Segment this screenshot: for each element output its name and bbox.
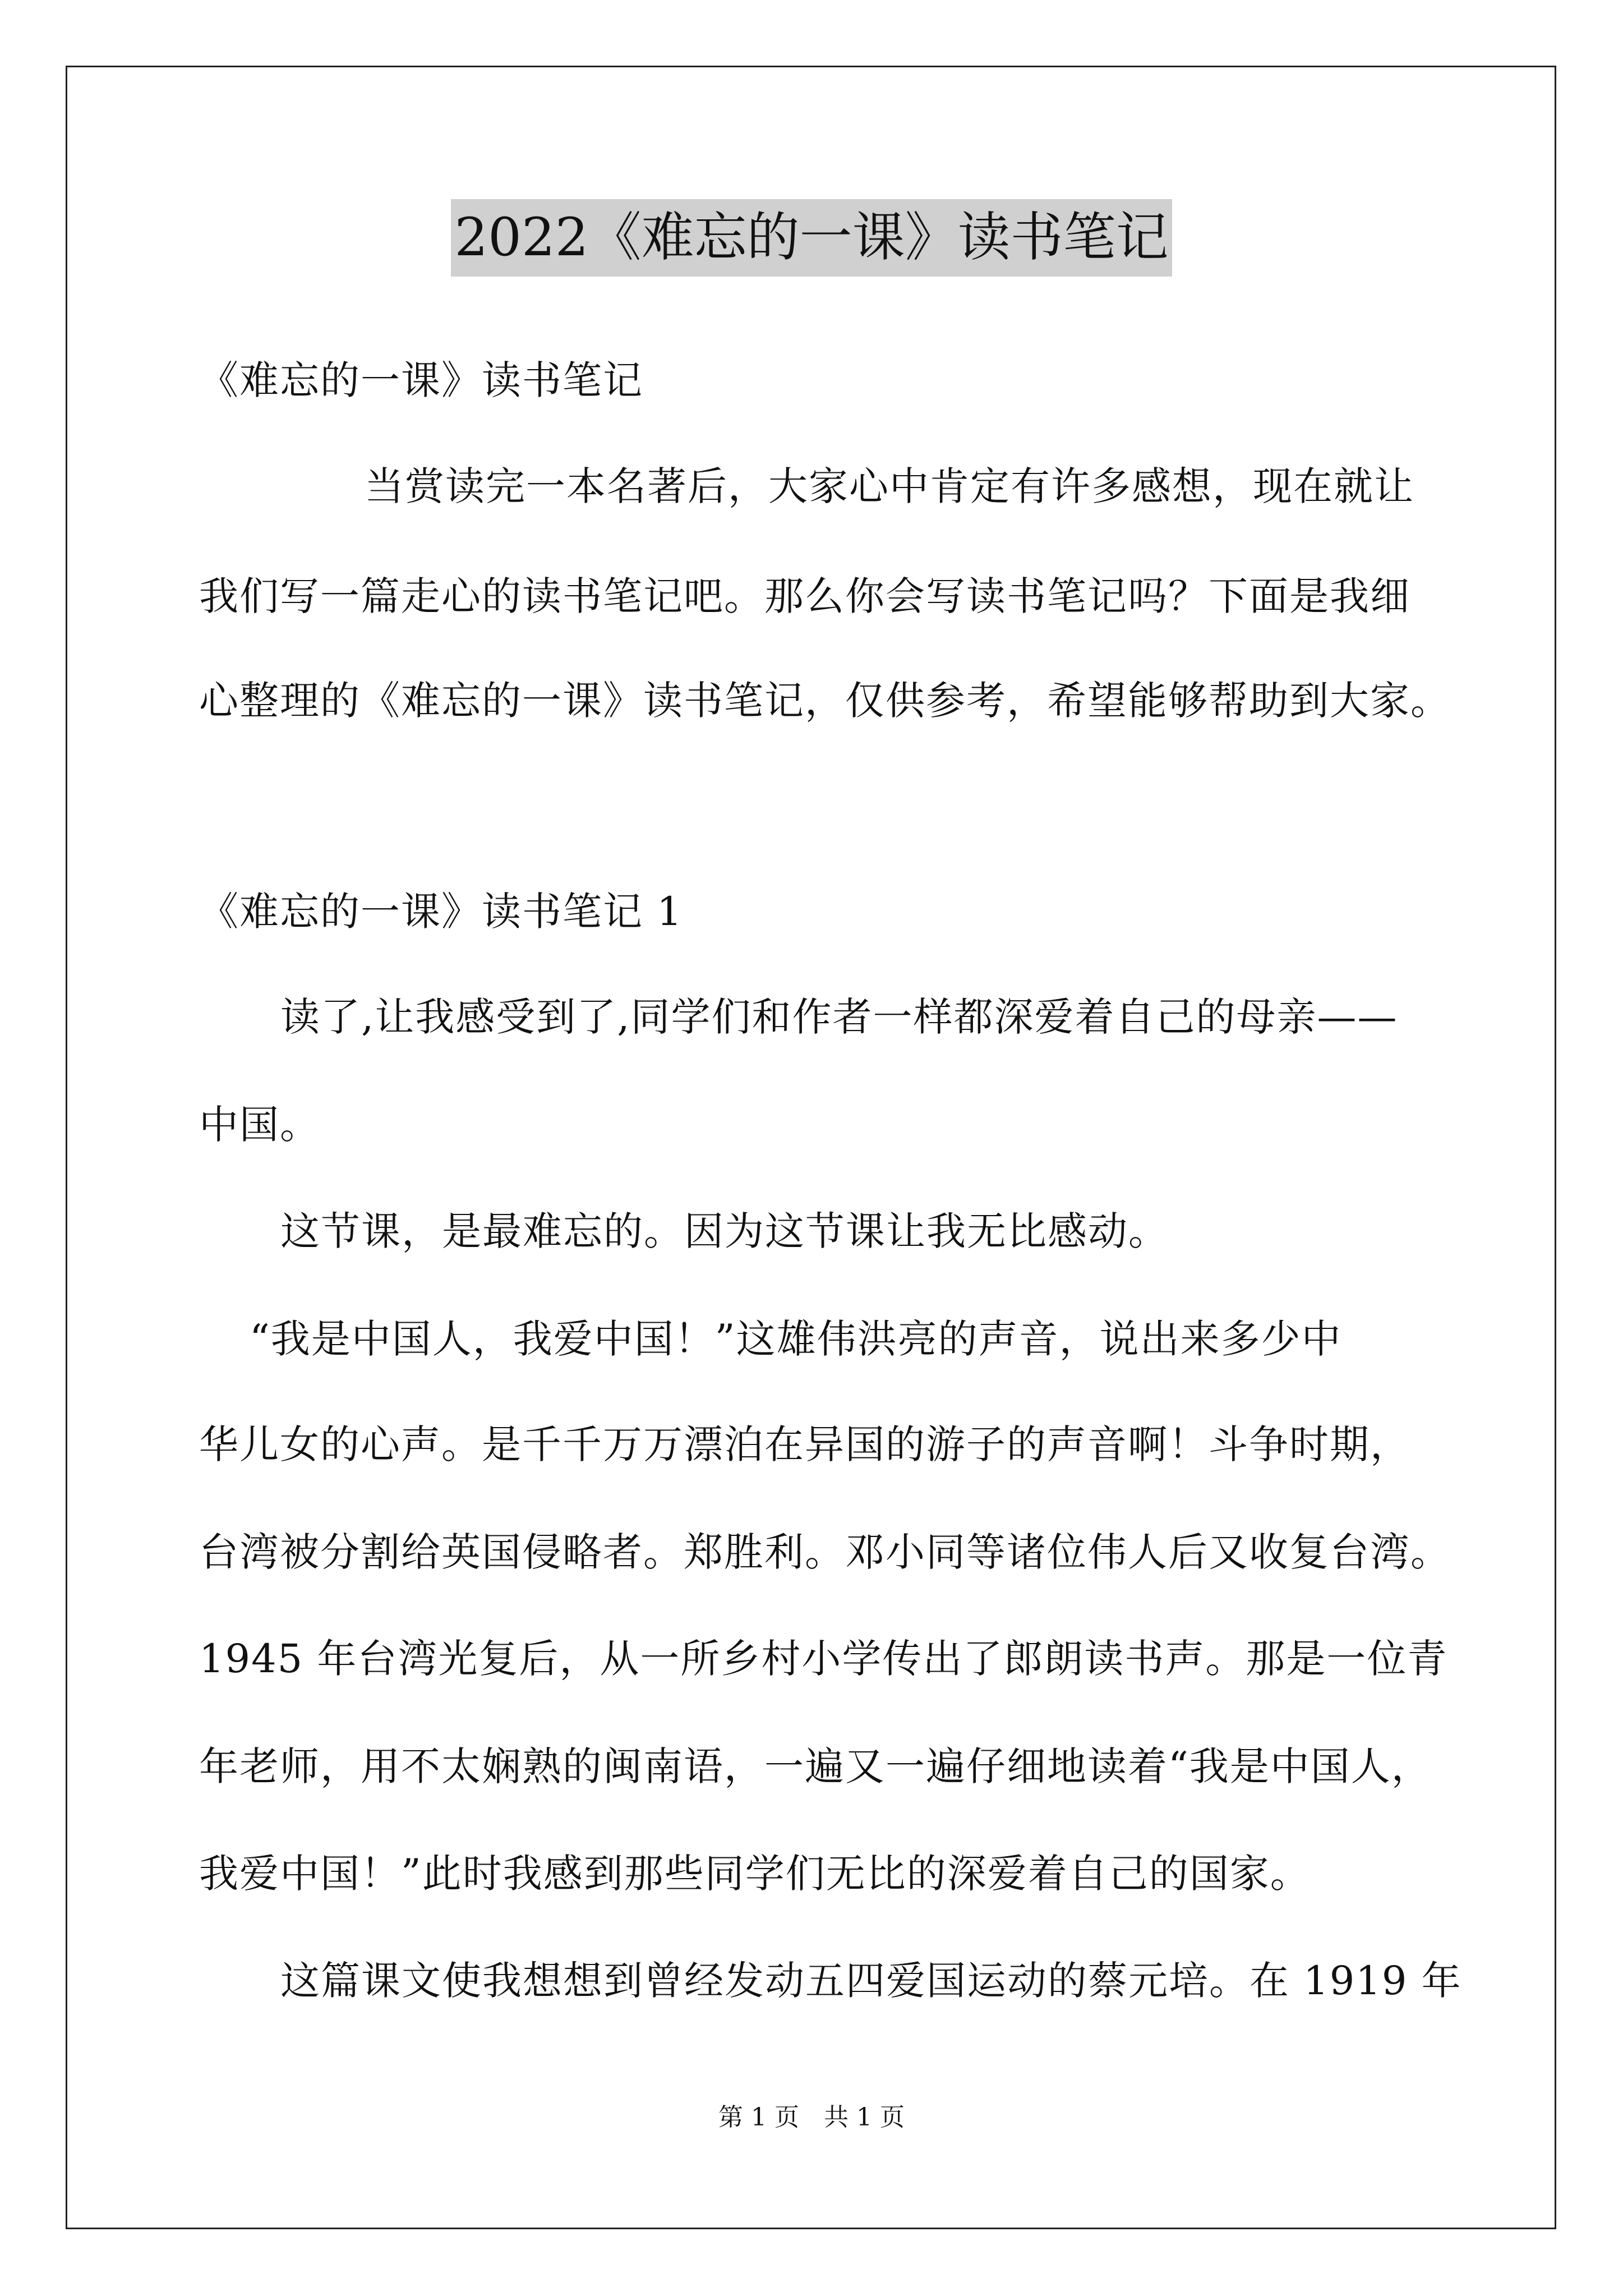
paragraph-line: 当赏读完一本名著后，大家心中肯定有许多感想，现在就让 [365,463,1414,509]
paragraph-line: 年老师，用不太娴熟的闽南语，一遍又一遍仔细地读着“我是中国人， [199,1743,1432,1789]
paragraph-line: 读了,让我感受到了,同学们和作者一样都深爱着自己的母亲—— [280,994,1398,1040]
paragraph-line: 心整理的《难忘的一课》读书笔记，仅供参考，希望能够帮助到大家。 [199,678,1451,724]
paragraph-line: “我是中国人，我爱中国！”这雄伟洪亮的声音，说出来多少中 [250,1316,1342,1362]
paragraph-line: 中国。 [199,1102,320,1148]
paragraph-line: 1945 年台湾光复后，从一所乡村小学传出了郎朗读书声。那是一位青 [199,1636,1448,1682]
title-container [0,199,1623,277]
document-title: 2022《难忘的一课》读书笔记 [451,199,1172,277]
paragraph-line: 这篇课文使我想想到曾经发动五四爱国运动的蔡元培。在 1919 年 [280,1958,1462,2004]
paragraph-line: 这节课，是最难忘的。因为这节课让我无比感动。 [280,1208,1169,1254]
section-heading: 《难忘的一课》读书笔记 1 [199,889,683,935]
paragraph-line: 我们写一篇走心的读书笔记吧。那么你会写读书笔记吗？下面是我细 [199,573,1410,619]
page-number-footer: 第 1 页 共 1 页 [718,2103,905,2132]
paragraph-line: 台湾被分割给英国侵略者。郑胜利。邓小同等诸位伟人后又收复台湾。 [199,1529,1451,1575]
section-heading: 《难忘的一课》读书笔记 [199,357,643,403]
paragraph-line: 华儿女的心声。是千千万万漂泊在异国的游子的声音啊！斗争时期， [199,1421,1410,1467]
paragraph-line: 我爱中国！”此时我感到那些同学们无比的深爱着自己的国家。 [199,1851,1311,1897]
